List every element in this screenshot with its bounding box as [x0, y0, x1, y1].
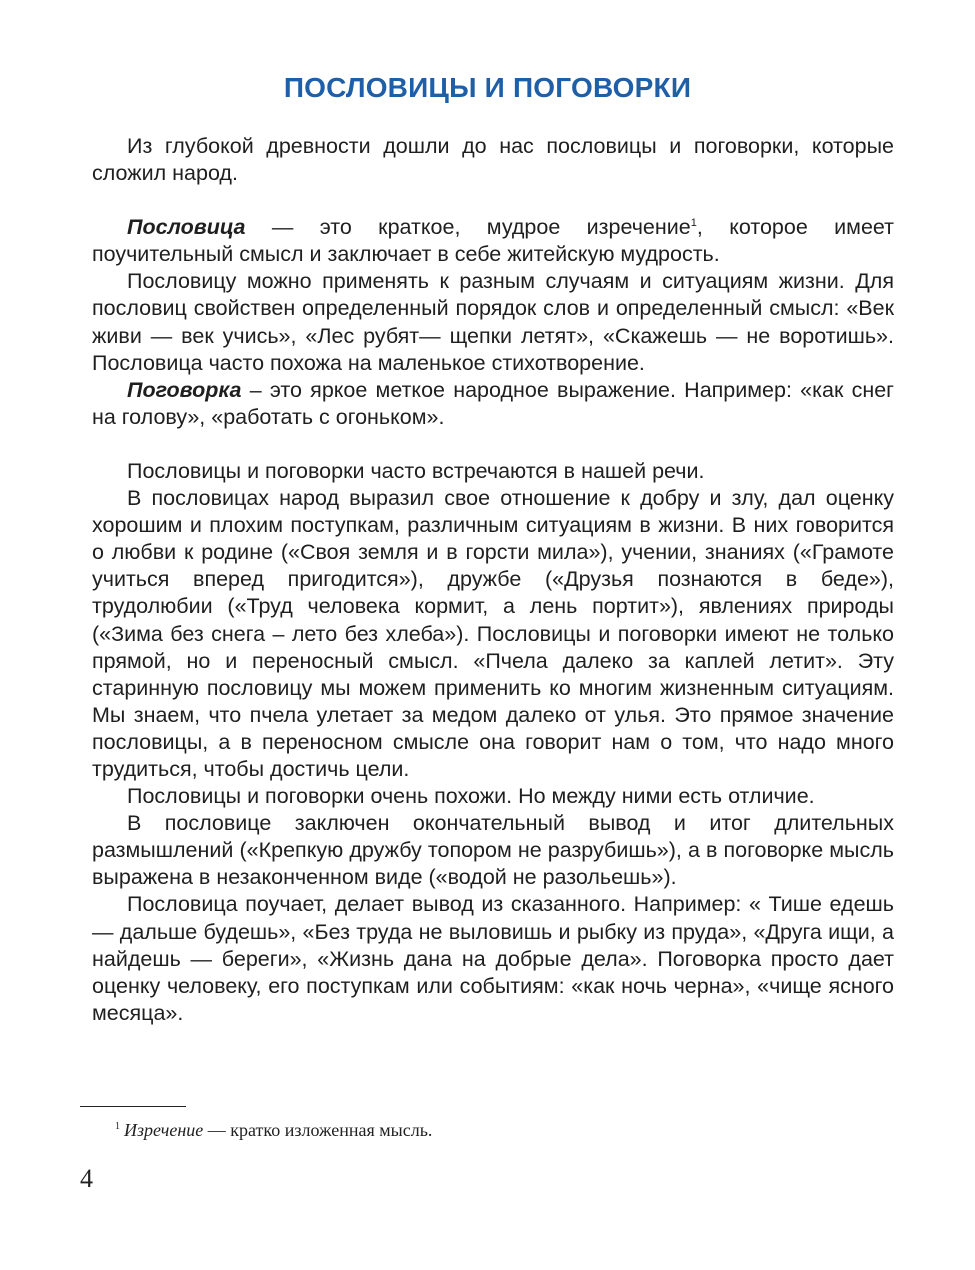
intro-paragraph: Из глубокой древности дошли до нас пословицы и поговорки, которые сложил народ. — [92, 134, 894, 186]
footnote-reference[interactable]: 1 — [690, 217, 697, 230]
page-title: ПОСЛОВИЦЫ И ПОГОВОРКИ — [283, 72, 692, 103]
footnote-mark: 1 — [115, 1121, 120, 1132]
proverb-term: Пословица — [127, 215, 246, 240]
footnote — [115, 1120, 432, 1141]
article-body — [92, 133, 894, 1027]
difference-paragraph: В пословице заключен окончательный вывод и итог длительных размышлений («Крепкую дружбу топором не разрубишь»), а в поговорке мысль выражена в незаконченном виде («водой не разольешь»). — [92, 811, 894, 890]
similarity-paragraph: Пословицы и поговорки очень похожи. Но между ними есть отличие. — [127, 784, 815, 809]
footnote-divider — [80, 1106, 186, 1107]
saying-term: Поговорка — [127, 377, 242, 402]
footnote-text: — кратко изложенная мысль. — [203, 1120, 433, 1140]
footnote-term: Изречение — [124, 1120, 204, 1140]
attitude-paragraph: В пословицах народ выразил свое отношение к добру и злу, дал оценку хорошим и плохим поступкам, различным ситуациям в жизни. В них говорится о любви к родине («Своя земля и в горсти мила»), учении, знаниях («Грамоте учиться вперед пригодится»), дружбе («Друзья познаются в беде»), трудолюбии («Труд человека кормит, а лень портит»), явлениях природы («Зима без снега – лето без хлеба»). Пословицы и поговорки имеют не только прямой, но и переносный смысл. «Пчела далеко за каплей летит». Эту старинную пословицу мы можем применить ко многим жизненным ситуациям. Мы знаем, что пчела улетает за медом далеко от улья. Это прямое значение пословицы, а в переносном смысле она говорит нам о том, что надо много трудиться, чтобы достичь цели. — [92, 486, 894, 781]
saying-definition-paragraph — [92, 377, 894, 431]
page-number: 4 — [80, 1164, 93, 1193]
proverb-usage-paragraph: Пословицу можно применять к разным случаям и ситуациям жизни. Для пословиц свойствен определенный порядок слов и определенный смысл: «Век живи — век учись», «Лес рубят— щепки летят», «Скажешь — не воротишь». Пословица часто похожа на маленькое стихотворение. — [92, 269, 894, 375]
proverb-definition-rest: , которое имеет поучительный смысл и заключает в себе житейскую мудрость. — [92, 215, 895, 267]
proverb-definition-text: — это краткое, мудрое изречение — [245, 215, 691, 240]
speech-paragraph: Пословицы и поговорки часто встречаются в нашей речи. — [127, 458, 705, 483]
saying-definition-text: – это яркое меткое народное выражение. Например: «как снег на голову», «работать с огоньком». — [92, 377, 894, 429]
proverb-definition-paragraph — [92, 214, 894, 268]
teaching-paragraph: Пословица поучает, делает вывод из сказанного. Например: « Тише едешь — дальше будешь», «Без труда не выловишь и рыбку из пруда», «Друга ищи, а найдешь — береги», «Жизнь дана на добрые дела». Поговорка просто дает оценку человеку, его поступкам или событиям: «как ночь черна», «чище ясного месяца». — [92, 892, 894, 1025]
